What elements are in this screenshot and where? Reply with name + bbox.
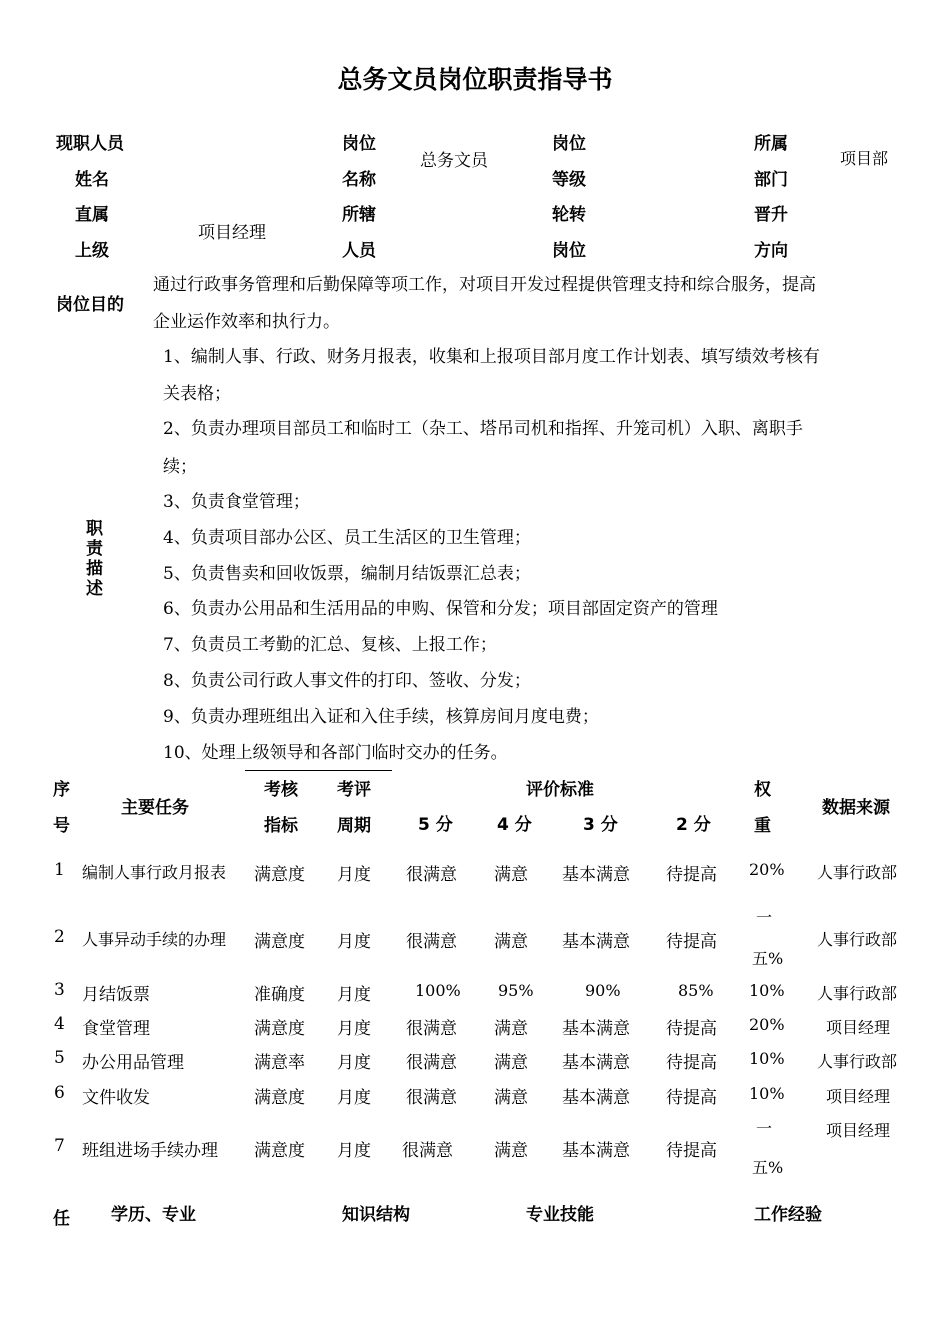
row-task: 月结饭票 [82,985,150,1005]
row-weight-line2: 五% [752,949,784,968]
row-weight: 20% [749,1015,785,1034]
row-score4: 满意 [494,1141,528,1161]
post-name-label-line1: 岗位 [342,134,376,154]
subordinates-label-line1: 所辖 [342,205,376,225]
row-number: 7 [54,1136,65,1156]
post-level-label-line2: 等级 [552,170,586,190]
kpi-header-score2: 2 分 [676,815,711,835]
post-name-value: 总务文员 [420,151,488,171]
row-task: 编制人事行政月报表 [82,863,227,882]
row-number: 6 [54,1083,65,1103]
row-score4: 满意 [494,1053,528,1073]
row-number: 2 [54,927,65,947]
document-title: 总务文员岗位职责指导书 [337,65,613,94]
duties-label-char-1: 职 [86,519,103,539]
row-source: 人事行政部 [817,984,898,1003]
row-weight-line2: 五% [752,1158,784,1177]
duties-label-char-4: 述 [86,579,103,599]
row-score2: 85% [678,981,714,1000]
row-source: 项目经理 [826,1087,891,1106]
department-value: 项目部 [840,149,889,168]
row-score4: 95% [498,981,534,1000]
row-source: 人事行政部 [817,1052,898,1071]
row-weight: 20% [749,860,785,879]
purpose-text-line1: 通过行政事务管理和后勤保障等项工作，对项目开发过程提供管理支持和综合服务，提高 [153,275,816,295]
row-score2: 待提高 [666,1088,717,1108]
row-indicator: 满意度 [254,932,305,952]
duty-line: 续； [163,457,197,477]
duty-line: 3、负责食堂管理； [163,492,310,512]
duty-line: 9、负责办理班组出入证和入住手续，核算房间月度电费； [163,707,599,727]
skills-header: 专业技能 [526,1205,594,1225]
kpi-header-score3: 3 分 [583,815,618,835]
row-period: 月度 [337,1088,371,1108]
row-period: 月度 [337,865,371,885]
row-weight: 10% [749,981,785,1000]
kpi-header-weight-line1: 权 [754,780,771,800]
purpose-text-line2: 企业运作效率和执行力。 [153,312,340,332]
duty-line: 6、负责办公用品和生活用品的申购、保管和分发；项目部固定资产的管理 [163,599,718,619]
row-score4: 满意 [494,932,528,952]
row-number: 1 [54,860,65,880]
duty-line: 4、负责项目部办公区、员工生活区的卫生管理； [163,528,531,548]
row-period: 月度 [337,1053,371,1073]
promotion-label-line1: 晋升 [754,205,788,225]
row-score2: 待提高 [666,865,717,885]
kpi-header-weight-line2: 重 [754,816,771,836]
kpi-header-indicator-line2: 指标 [264,816,298,836]
row-task: 文件收发 [82,1088,150,1108]
row-indicator: 满意率 [254,1053,305,1073]
row-score4: 满意 [494,1088,528,1108]
department-label-line1: 所属 [754,134,788,154]
kpi-header-criteria: 评价标准 [526,780,594,800]
experience-header: 工作经验 [754,1205,822,1225]
row-score2: 待提高 [666,1019,717,1039]
duty-line: 5、负责售卖和回收饭票，编制月结饭票汇总表； [163,564,531,584]
kpi-header-indicator-line1: 考核 [264,780,298,800]
row-task: 班组进场手续办理 [82,1141,218,1161]
qualifications-label: 任 [53,1209,70,1229]
row-source: 人事行政部 [817,930,898,949]
department-label-line2: 部门 [754,170,788,190]
row-score3: 基本满意 [562,1141,630,1161]
row-period: 月度 [337,932,371,952]
row-weight: 10% [749,1084,785,1103]
row-number: 5 [54,1048,65,1068]
row-score3: 基本满意 [562,865,630,885]
subordinates-label-line2: 人员 [342,241,376,261]
kpi-header-period-line2: 周期 [337,816,371,836]
row-number: 3 [54,980,65,1000]
superior-label-line1: 直属 [75,205,109,225]
row-score5: 很满意 [406,1088,457,1108]
row-score3: 基本满意 [562,1019,630,1039]
kpi-header-period-line1: 考评 [337,780,371,800]
row-weight: 10% [749,1049,785,1068]
duty-line: 2、负责办理项目部员工和临时工（杂工、塔吊司机和指挥、升笼司机）入职、离职手 [163,419,803,439]
superior-label-line2: 上级 [75,241,109,261]
row-weight: 一 [756,908,773,927]
row-task: 人事异动手续的办理 [82,930,227,949]
row-indicator: 满意度 [254,1088,305,1108]
rotation-label-line2: 岗位 [552,241,586,261]
post-name-label-line2: 名称 [342,170,376,190]
superior-value: 项目经理 [198,223,266,243]
row-period: 月度 [337,1141,371,1161]
row-score3: 基本满意 [562,1053,630,1073]
row-score3: 基本满意 [562,932,630,952]
row-score3: 基本满意 [562,1088,630,1108]
row-period: 月度 [337,1019,371,1039]
row-indicator: 满意度 [254,1141,305,1161]
current-staff-label-line1: 现职人员 [56,134,124,154]
kpi-header-seq-line1: 序 [53,780,70,800]
row-score5: 很满意 [402,1141,453,1161]
kpi-header-seq-line2: 号 [53,816,70,836]
row-indicator: 准确度 [254,985,305,1005]
promotion-label-line2: 方向 [754,241,788,261]
row-indicator: 满意度 [254,1019,305,1039]
duties-label-char-2: 责 [86,539,103,559]
row-score5: 很满意 [406,932,457,952]
current-staff-label-line2: 姓名 [75,170,109,190]
duty-line: 8、负责公司行政人事文件的打印、签收、分发； [163,671,531,691]
row-score3: 90% [585,981,621,1000]
row-period: 月度 [337,985,371,1005]
knowledge-header: 知识结构 [342,1205,410,1225]
row-score5: 很满意 [406,1053,457,1073]
kpi-header-source: 数据来源 [822,798,890,818]
kpi-header-score5: 5 分 [418,815,453,835]
row-score2: 待提高 [666,1053,717,1073]
education-header: 学历、专业 [111,1205,196,1225]
duty-line: 1、编制人事、行政、财务月报表，收集和上报项目部月度工作计划表、填写绩效考核有 [163,347,820,367]
row-source: 人事行政部 [817,863,898,882]
row-score4: 满意 [494,1019,528,1039]
duty-line: 7、负责员工考勤的汇总、复核、上报工作； [163,635,497,655]
post-level-label-line1: 岗位 [552,134,586,154]
row-source: 项目经理 [826,1018,891,1037]
row-number: 4 [54,1014,65,1034]
row-task: 办公用品管理 [82,1053,184,1073]
row-score4: 满意 [494,865,528,885]
duties-label-char-3: 描 [86,559,103,579]
purpose-label: 岗位目的 [56,295,124,315]
row-source: 项目经理 [826,1121,891,1140]
duty-line: 10、处理上级领导和各部门临时交办的任务。 [163,743,508,763]
row-score5: 很满意 [406,865,457,885]
row-indicator: 满意度 [254,865,305,885]
rotation-label-line1: 轮转 [552,205,586,225]
row-score2: 待提高 [666,1141,717,1161]
kpi-header-score4: 4 分 [497,815,532,835]
row-weight: 一 [756,1119,773,1138]
row-task: 食堂管理 [82,1019,150,1039]
duty-line: 关表格； [163,384,231,404]
header-rule [245,770,392,771]
row-score5: 很满意 [406,1019,457,1039]
row-score2: 待提高 [666,932,717,952]
row-score5: 100% [415,981,461,1000]
kpi-header-task: 主要任务 [121,798,189,818]
